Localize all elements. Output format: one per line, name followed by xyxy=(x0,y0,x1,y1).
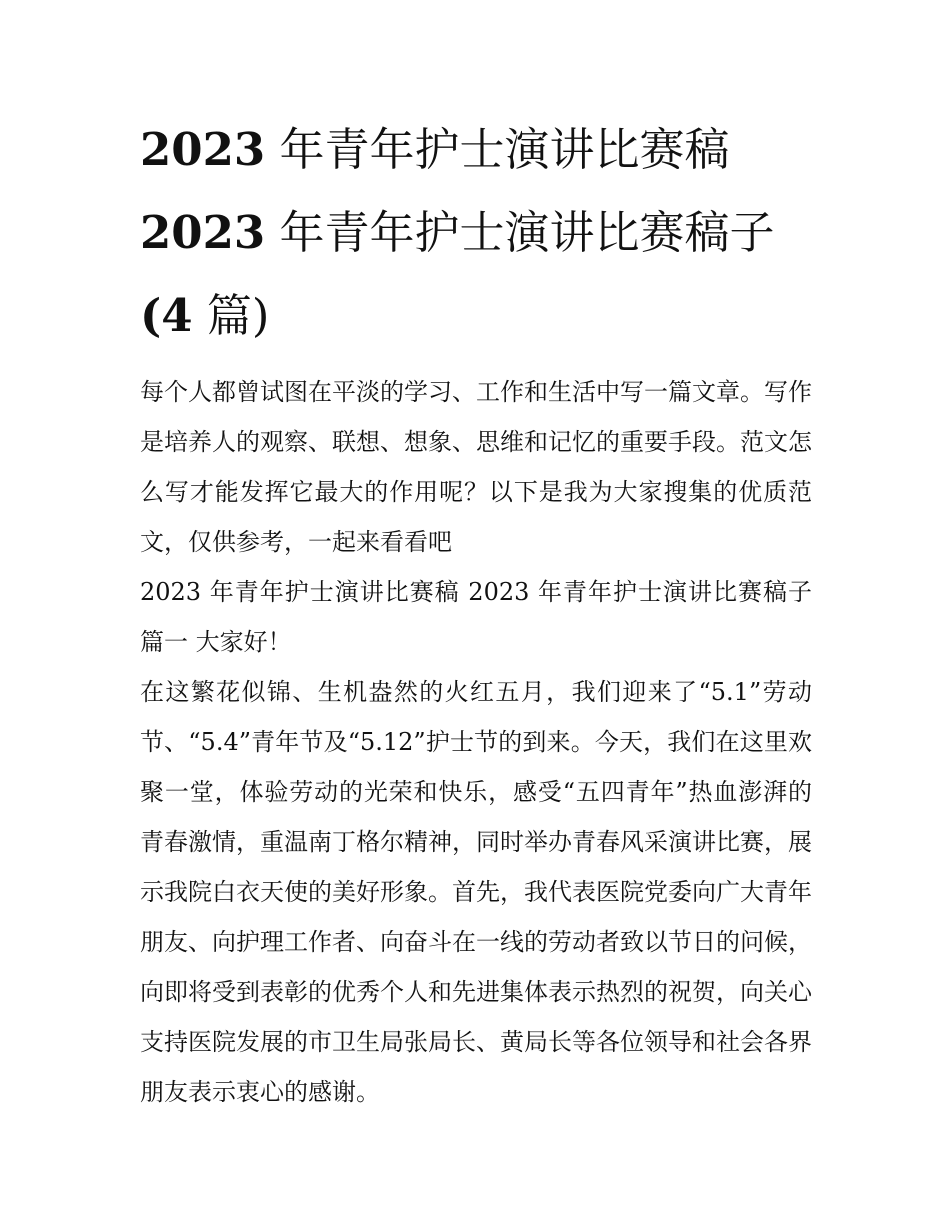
title-line-1-year: 2023 xyxy=(140,123,266,176)
intro-paragraph: 每个人都曾试图在平淡的学习、工作和生活中写一篇文章。写作是培养人的观察、联想、想象、思维和记忆的重要手段。范文怎么写才能发挥它最大的作用呢？以下是我为大家搜集的优质范文，仅供参考，一起来看看吧 xyxy=(140,378,812,556)
title-line-2 xyxy=(140,191,812,274)
title-line-1 xyxy=(140,108,812,191)
document-title xyxy=(140,108,812,357)
title-line-2-text: 年青年护士演讲比赛稿子 xyxy=(265,206,775,259)
title-line-3-count: (4 xyxy=(140,289,193,342)
title-line-3-text: 篇) xyxy=(192,289,270,342)
title-line-1-text: 年青年护士演讲比赛稿 xyxy=(265,123,730,176)
section-heading-paragraph: 2023 年青年护士演讲比赛稿 2023 年青年护士演讲比赛稿子篇一 大家好！ xyxy=(140,578,812,656)
title-line-2-year: 2023 xyxy=(140,206,266,259)
body-paragraph: 在这繁花似锦、生机盎然的火红五月，我们迎来了“5.1”劳动节、“5.4”青年节及“5.12”护士节的到来。今天，我们在这里欢聚一堂，体验劳动的光荣和快乐，感受“五四青年”热血澎湃的青春激情，重温南丁格尔精神，同时举办青春风采演讲比赛，展示我院白衣天使的美好形象。首先，我代表医院党委向广大青年朋友、向护理工作者、向奋斗在一线的劳动者致以节日的问候，向即将受到表彰的优秀个人和先进集体表示热烈的祝贺，向关心支持医院发展的市卫生局张局长、黄局长等各位领导和社会各界朋友表示衷心的感谢。 xyxy=(140,678,812,1106)
document-content xyxy=(140,108,812,1117)
title-line-3 xyxy=(140,274,812,357)
